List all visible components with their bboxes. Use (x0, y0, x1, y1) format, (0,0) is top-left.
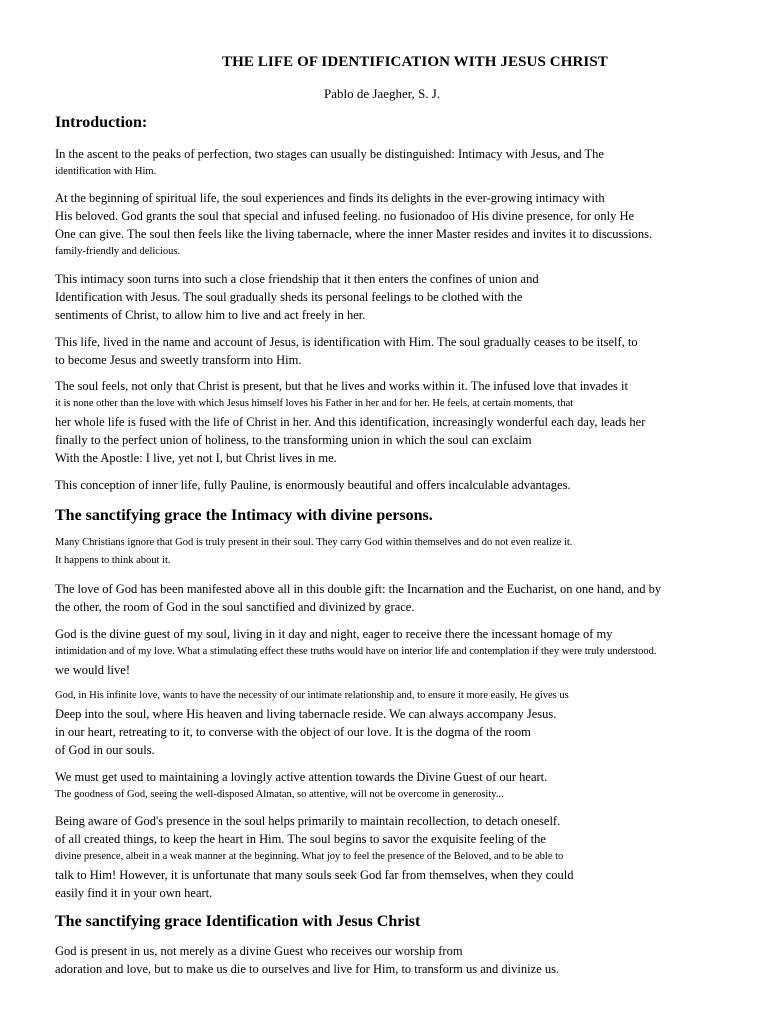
paragraph (55, 476, 571, 494)
text-line: This conception of inner life, fully Pauline, is enormously beautiful and offers incalculable advantages. (55, 478, 571, 492)
text-line: God, in His infinite love, wants to have the necessity of our intimate relationship and, to ensure it more easily, He gives us (55, 690, 569, 701)
text-line: the other, the room of God in the soul sanctified and divinized by grace. (55, 600, 415, 614)
paragraph (55, 687, 569, 759)
text-line: Being aware of God's presence in the soul helps primarily to maintain recollection, to detach oneself. (55, 814, 561, 828)
heading-introduction: Introduction: (55, 114, 148, 131)
paragraph (55, 768, 547, 804)
text-line: to become Jesus and sweetly transform into Him. (55, 353, 302, 367)
text-line: It happens to think about it. (55, 555, 171, 566)
paragraph (55, 145, 604, 181)
text-line: At the beginning of spiritual life, the soul experiences and finds its delights in the ever-growing intimacy with (55, 191, 605, 205)
text-line: This intimacy soon turns into such a close friendship that it then enters the confines of union and (55, 272, 539, 286)
text-line: of God in our souls. (55, 743, 155, 757)
text-line: In the ascent to the peaks of perfection, two stages can usually be distinguished: Intimacy with Jesus, and The (55, 147, 604, 161)
text-line: With the Apostle: I live, yet not I, but Christ lives in me. (55, 451, 337, 465)
text-line: The goodness of God, seeing the well-disposed Almatan, so attentive, will not be overcome in generosity... (55, 789, 504, 800)
text-line: God is the divine guest of my soul, living in it day and night, eager to receive there the incessant homage of my (55, 627, 613, 641)
text-line: Identification with Jesus. The soul gradually sheds its personal feelings to be clothed with the (55, 290, 523, 304)
text-line: We must get used to maintaining a lovingly active attention towards the Divine Guest of our heart. (55, 770, 548, 784)
text-line: family-friendly and delicious. (55, 246, 181, 257)
text-line: we would live! (55, 663, 130, 677)
heading-identification: The sanctifying grace Identification with Jesus Christ (55, 913, 421, 930)
paragraph (55, 270, 539, 324)
text-line: of all created things, to keep the heart in Him. The soul begins to savor the exquisite feeling of the (55, 832, 546, 846)
text-line: identification with Him. (55, 166, 157, 177)
text-line: it is none other than the love with which Jesus himself loves his Father in her and for her. He feels, at certain moments, that (55, 398, 574, 409)
text-line: This life, lived in the name and account of Jesus, is identification with Him. The soul gradually ceases to be itself, to (55, 335, 638, 349)
paragraph (55, 625, 656, 679)
text-line: God is present in us, not merely as a divine Guest who receives our worship from (55, 944, 463, 958)
text-line: finally to the perfect union of holiness, to the transforming union in which the soul can exclaim (55, 433, 532, 447)
text-line: her whole life is fused with the life of Christ in her. And this identification, increasingly wonderful each day, leads her (55, 415, 646, 429)
text-line: adoration and love, but to make us die to ourselves and live for Him, to transform us and divinize us. (55, 962, 560, 976)
paragraph (55, 333, 638, 369)
text-line: easily find it in your own heart. (55, 886, 213, 900)
text-line: intimidation and of my love. What a stimulating effect these truths would have on interior life and contemplation if they were truly understood. (55, 646, 657, 657)
text-line: Deep into the soul, where His heaven and living tabernacle reside. We can always accompany Jesus. (55, 707, 557, 721)
text-line: divine presence, albeit in a weak manner at the beginning. What joy to feel the presence of the Beloved, and to be able to (55, 851, 564, 862)
paragraph (55, 580, 661, 616)
text-line: talk to Him! However, it is unfortunate that many souls seek God far from themselves, when they could (55, 868, 574, 882)
paragraph (55, 189, 652, 261)
paragraph (55, 377, 645, 467)
document-title: THE LIFE OF IDENTIFICATION WITH JESUS CHRIST (222, 54, 608, 70)
paragraph (55, 942, 559, 978)
heading-intimacy: The sanctifying grace the Intimacy with divine persons. (55, 507, 433, 524)
paragraph (55, 534, 572, 570)
text-line: His beloved. God grants the soul that special and infused feeling. no fusionadoo of His divine presence, for only He (55, 209, 635, 223)
text-line: One can give. The soul then feels like the living tabernacle, where the inner Master resides and invites it to discussions. (55, 227, 653, 241)
document-author: Pablo de Jaegher, S. J. (324, 86, 441, 101)
text-line: The soul feels, not only that Christ is present, but that he lives and works within it. The infused love that invades it (55, 379, 628, 393)
text-line: in our heart, retreating to it, to converse with the object of our love. It is the dogma of the room (55, 725, 531, 739)
paragraph (55, 812, 573, 902)
text-line: sentiments of Christ, to allow him to live and act freely in her. (55, 308, 366, 322)
text-line: The love of God has been manifested above all in this double gift: the Incarnation and the Eucharist, on one hand, and by (55, 582, 662, 596)
text-line: Many Christians ignore that God is truly present in their soul. They carry God within themselves and do not even realize it. (55, 537, 573, 548)
